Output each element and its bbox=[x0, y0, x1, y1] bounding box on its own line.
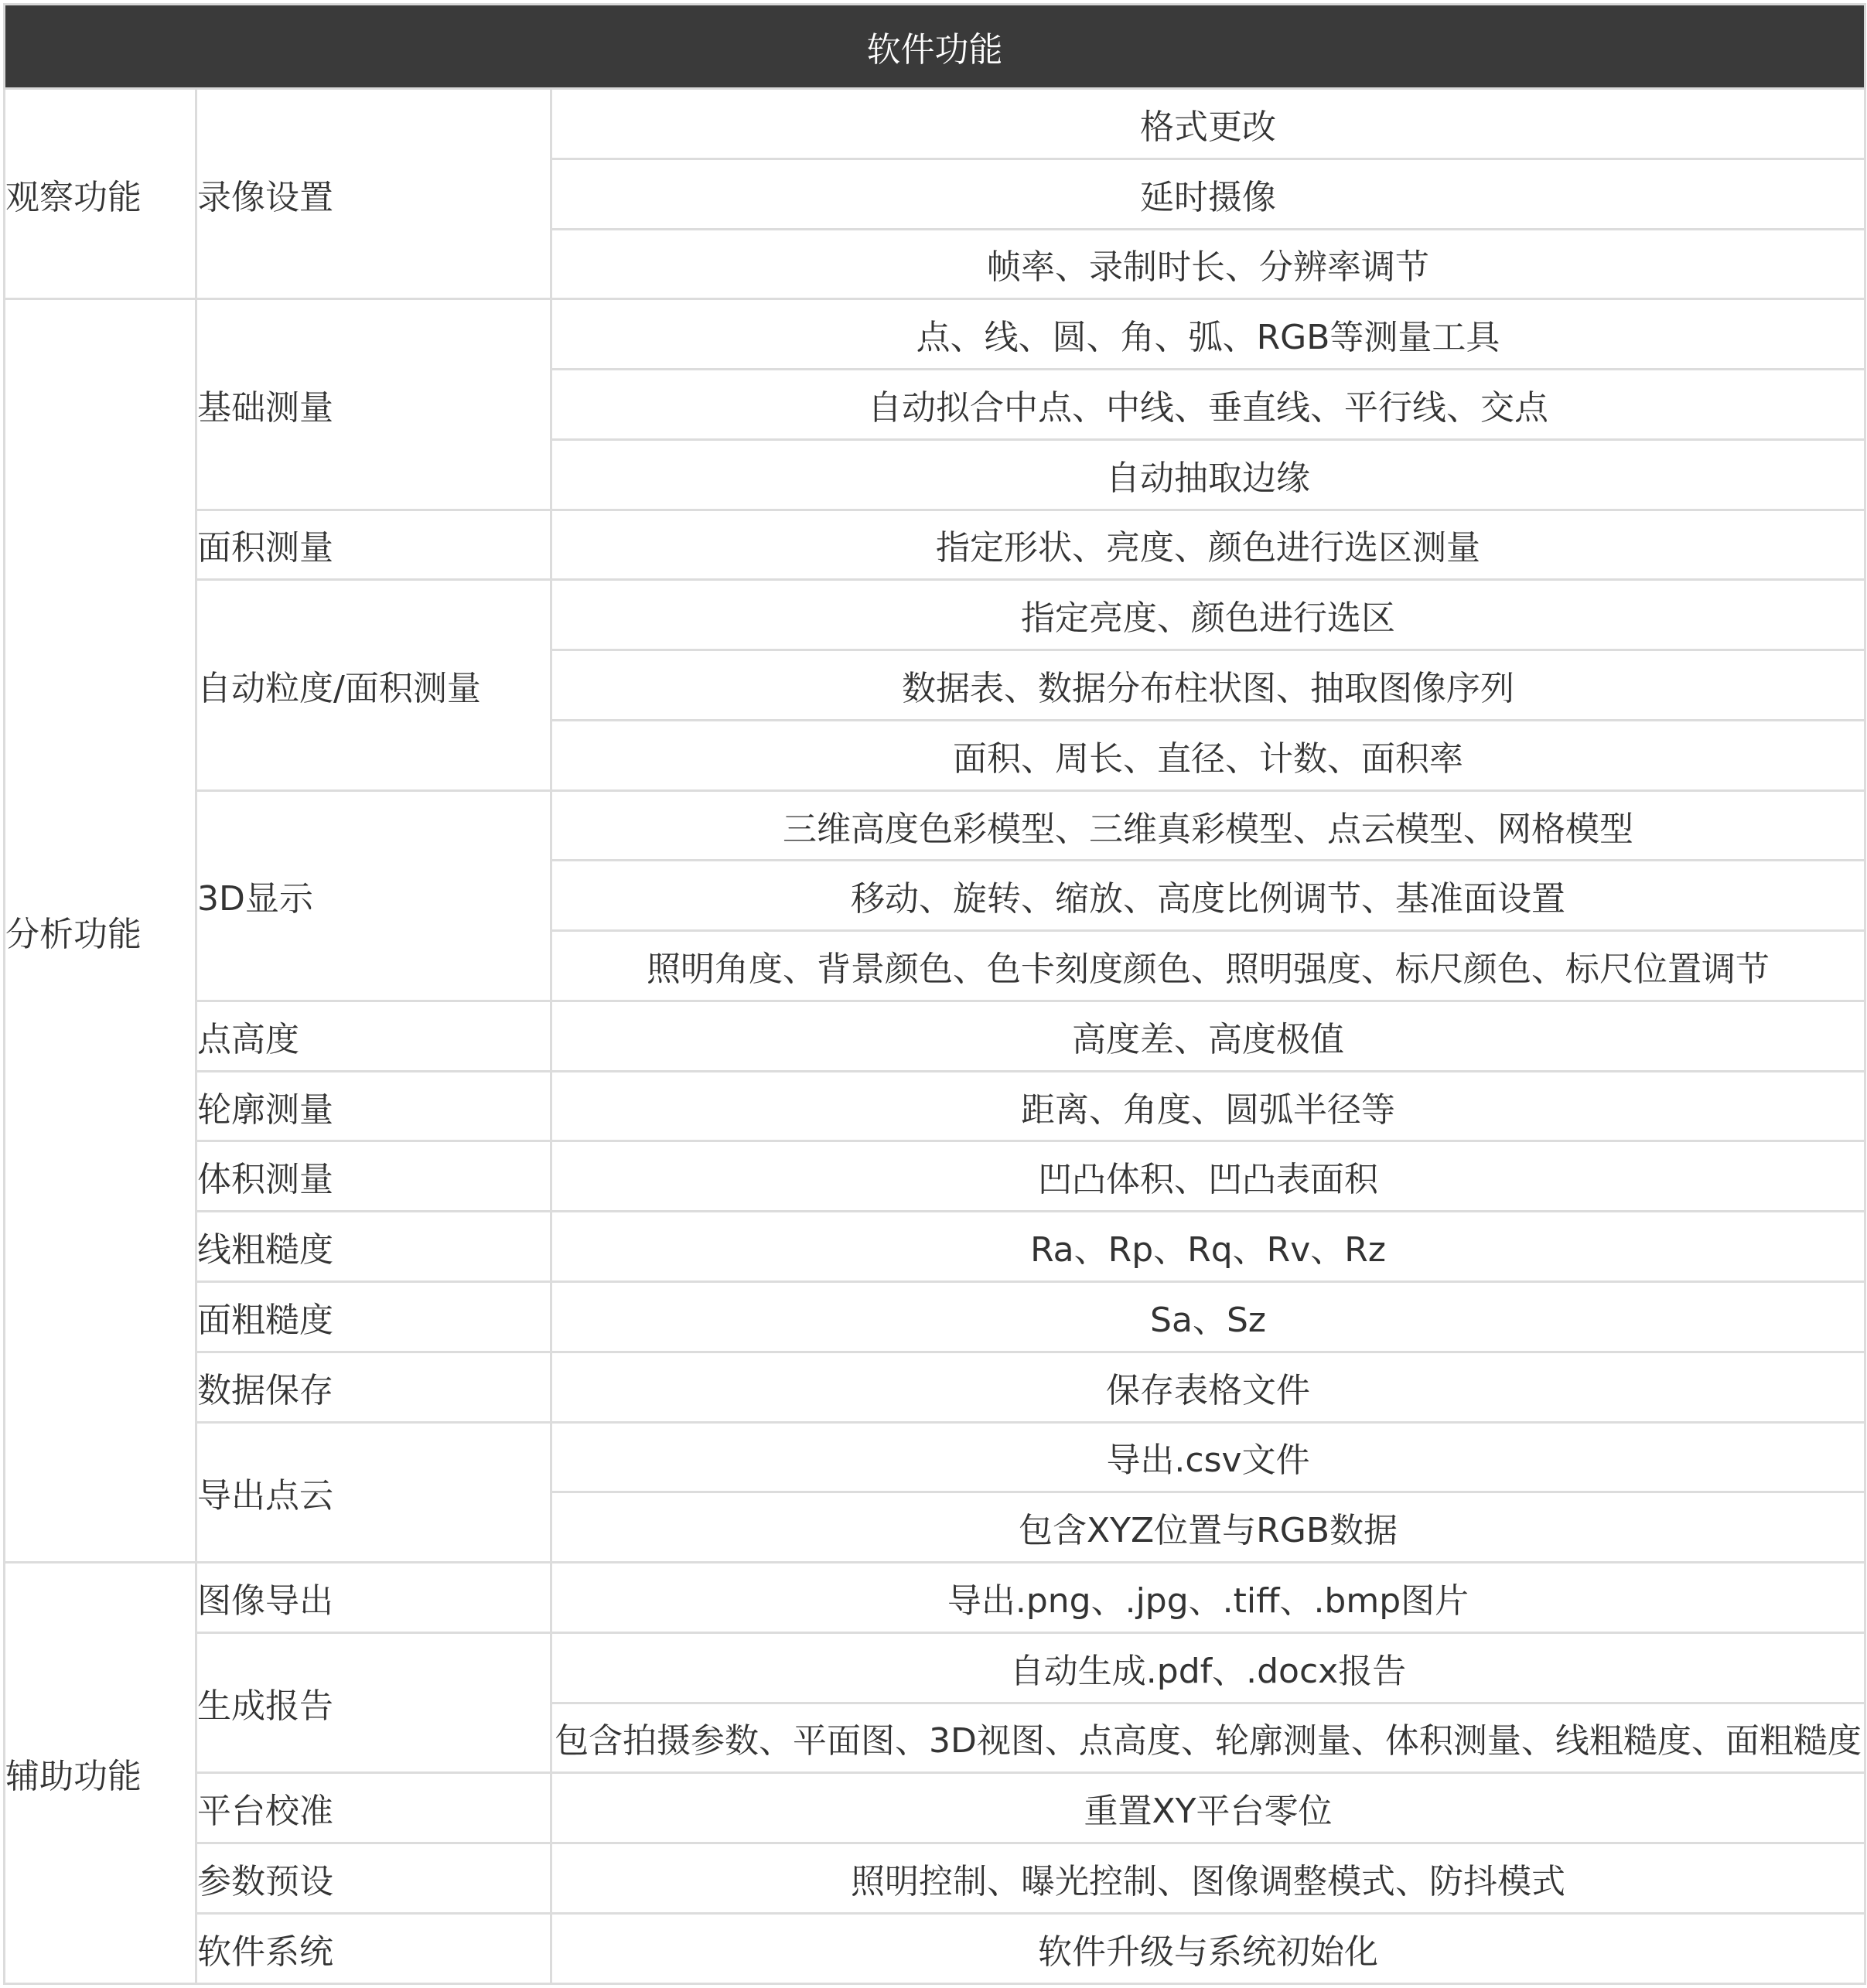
feature-cell: 高度差、高度极值 bbox=[551, 1001, 1865, 1071]
feature-cell: 软件升级与系统初始化 bbox=[551, 1913, 1865, 1983]
table-row bbox=[5, 299, 1865, 370]
function-name-cell: 基础测量 bbox=[196, 299, 551, 510]
function-name-cell: 线粗糙度 bbox=[196, 1212, 551, 1282]
feature-cell: 点、线、圆、角、弧、RGB等测量工具 bbox=[551, 299, 1865, 370]
feature-cell: Sa、Sz bbox=[551, 1282, 1865, 1352]
function-name-cell: 参数预设 bbox=[196, 1843, 551, 1914]
feature-cell: 格式更改 bbox=[551, 89, 1865, 159]
feature-cell: 三维高度色彩模型、三维真彩模型、点云模型、网格模型 bbox=[551, 790, 1865, 861]
software-features-table bbox=[3, 3, 1866, 1985]
table-row bbox=[5, 1071, 1865, 1141]
function-name-cell: 点高度 bbox=[196, 1001, 551, 1071]
function-name-cell: 面粗糙度 bbox=[196, 1282, 551, 1352]
category-cell: 辅助功能 bbox=[5, 1563, 196, 1984]
function-name-cell: 导出点云 bbox=[196, 1422, 551, 1563]
feature-cell: 自动拟合中点、中线、垂直线、平行线、交点 bbox=[551, 370, 1865, 440]
table-row bbox=[5, 1141, 1865, 1212]
feature-cell: 延时摄像 bbox=[551, 159, 1865, 229]
function-name-cell: 自动粒度/面积测量 bbox=[196, 580, 551, 790]
feature-cell: 面积、周长、直径、计数、面积率 bbox=[551, 720, 1865, 790]
function-name-cell: 3D显示 bbox=[196, 790, 551, 1001]
feature-cell: 包含XYZ位置与RGB数据 bbox=[551, 1492, 1865, 1563]
feature-cell: 照明角度、背景颜色、色卡刻度颜色、照明强度、标尺颜色、标尺位置调节 bbox=[551, 931, 1865, 1001]
feature-cell: 指定亮度、颜色进行选区 bbox=[551, 580, 1865, 650]
feature-cell: 自动抽取边缘 bbox=[551, 439, 1865, 510]
table-row bbox=[5, 1001, 1865, 1071]
table-row bbox=[5, 1212, 1865, 1282]
feature-cell: 照明控制、曝光控制、图像调整模式、防抖模式 bbox=[551, 1843, 1865, 1914]
category-cell: 分析功能 bbox=[5, 299, 196, 1563]
table-row bbox=[5, 1282, 1865, 1352]
table-row bbox=[5, 89, 1865, 159]
feature-cell: 重置XY平台零位 bbox=[551, 1773, 1865, 1843]
function-name-cell: 平台校准 bbox=[196, 1773, 551, 1843]
function-name-cell: 轮廓测量 bbox=[196, 1071, 551, 1141]
feature-cell: 帧率、录制时长、分辨率调节 bbox=[551, 229, 1865, 299]
feature-cell: 凹凸体积、凹凸表面积 bbox=[551, 1141, 1865, 1212]
feature-cell: 移动、旋转、缩放、高度比例调节、基准面设置 bbox=[551, 861, 1865, 931]
header-row bbox=[5, 5, 1865, 89]
table-row bbox=[5, 790, 1865, 861]
feature-cell: Ra、Rp、Rq、Rv、Rz bbox=[551, 1212, 1865, 1282]
table-row bbox=[5, 1632, 1865, 1703]
feature-cell: 指定形状、亮度、颜色进行选区测量 bbox=[551, 510, 1865, 580]
feature-cell: 导出.png、.jpg、.tiff、.bmp图片 bbox=[551, 1563, 1865, 1633]
function-name-cell: 体积测量 bbox=[196, 1141, 551, 1212]
table-row bbox=[5, 1352, 1865, 1422]
table-row bbox=[5, 1843, 1865, 1914]
table-row bbox=[5, 1773, 1865, 1843]
function-name-cell: 图像导出 bbox=[196, 1563, 551, 1633]
feature-cell: 距离、角度、圆弧半径等 bbox=[551, 1071, 1865, 1141]
category-cell: 观察功能 bbox=[5, 89, 196, 299]
feature-cell: 数据表、数据分布柱状图、抽取图像序列 bbox=[551, 650, 1865, 721]
table-row bbox=[5, 1563, 1865, 1633]
function-name-cell: 面积测量 bbox=[196, 510, 551, 580]
function-name-cell: 数据保存 bbox=[196, 1352, 551, 1422]
feature-cell: 导出.csv文件 bbox=[551, 1422, 1865, 1492]
table-row bbox=[5, 1422, 1865, 1492]
feature-cell: 自动生成.pdf、.docx报告 bbox=[551, 1632, 1865, 1703]
table-title: 软件功能 bbox=[5, 5, 1865, 89]
table-row bbox=[5, 510, 1865, 580]
function-name-cell: 生成报告 bbox=[196, 1632, 551, 1773]
function-name-cell: 录像设置 bbox=[196, 89, 551, 299]
table-body bbox=[5, 89, 1865, 1984]
feature-cell: 包含拍摄参数、平面图、3D视图、点高度、轮廓测量、体积测量、线粗糙度、面粗糙度 bbox=[551, 1703, 1865, 1773]
table-row bbox=[5, 580, 1865, 650]
table-row bbox=[5, 1913, 1865, 1983]
feature-cell: 保存表格文件 bbox=[551, 1352, 1865, 1422]
function-name-cell: 软件系统 bbox=[196, 1913, 551, 1983]
